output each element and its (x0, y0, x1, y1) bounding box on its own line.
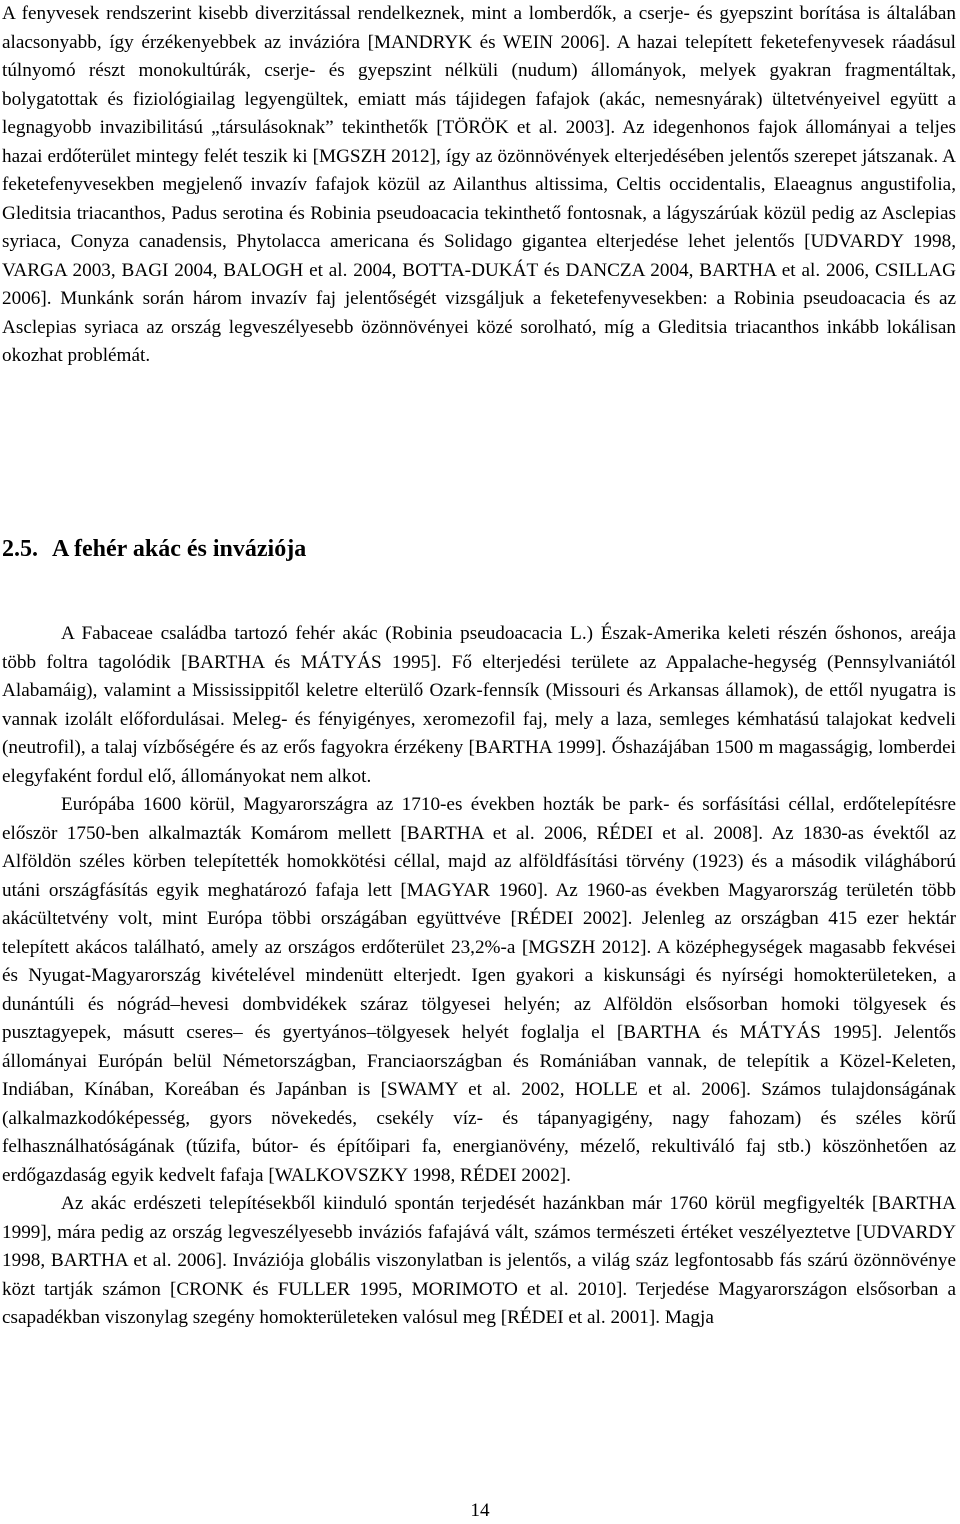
intro-paragraph: A fenyvesek rendszerint kisebb diverzitással rendelkeznek, mint a lomberdők, a cserje- és gyepszint borítása is általában alacsonyabb, így érzékenyebbek az invázióra [MANDRYK és WEIN 2006]. A hazai telepített feketefenyvesek ráadásul túlnyomó részt monokultúrák, cserje- és gyepszint nélküli (nudum) állományok, melyek gyakran fragmentáltak, bolygatottak és fiziológiailag legyengültek, emiatt más tájidegen fafajok (akác, nemesnyárak) ültetvényeivel együtt a legnagyobb invazibilitású „társulásoknak” tekinthetők [TÖRÖK et al. 2003]. Az idegenhonos fajok állományai a teljes hazai erdőterület mintegy felét teszik ki [MGSZH 2012], így az özönnövények elterjedésében jelentős szerepet játszanak. A feketefenyvesekben megjelenő invazív fafajok közül az Ailanthus altissima, Celtis occidentalis, Elaeagnus angustifolia, Gleditsia triacanthos, Padus serotina és Robinia pseudoacacia tekinthető fontosnak, a lágyszárúak közül pedig az Asclepias syriaca, Conyza canadensis, Phytolacca americana és Solidago gigantea elterjedése lehet jelentős [UDVARDY 1998, VARGA 2003, BAGI 2004, BALOGH et al. 2004, BOTTA-DUKÁT és DANCZA 2004, BARTHA et al. 2006, CSILLAG 2006]. Munkánk során három invazív faj jelentőségét vizsgáljuk a feketefenyvesekben: a Robinia pseudoacacia és az Asclepias syriaca az ország legveszélyesebb özönnövényei közé sorolható, míg a Gleditsia triacanthos inkább lokálisan okozhat problémát. (2, 3, 956, 366)
body-paragraph: Az akác erdészeti telepítésekből kiinduló spontán terjedését hazánkban már 1760 körül megfigyelték [BARTHA 1999], mára pedig az ország legveszélyesebb inváziós fafajává vált, számos természeti értéket veszélyeztetve [UDVARDY 1998, BARTHA et al. 2006]. Inváziója globális viszonylatban is jelentős, a világ száz legfontosabb fás szárú özönnövénye közt tartják számon [CRONK és FULLER 1995, MORIMOTO et al. 2010]. Terjedése Magyarországon elsősorban a csapadékban viszonylag szegény homokterületeken valósul meg [RÉDEI et al. 2001]. Magja (2, 1193, 956, 1328)
body-paragraph: A Fabaceae családba tartozó fehér akác (Robinia pseudoacacia L.) Észak-Amerika keleti részén őshonos, areája több foltra tagolódik [BARTHA és MÁTYÁS 1995]. Fő elterjedési területe az Appalache-hegység (Pennsylvaniától Alabamáig), valamint a Mississippitől keletre elterülő Ozark-fennsík (Missouri és Arkansas államok), de ettől nyugatra is vannak izolált előfordulásai. Meleg- és fényigényes, xeromezofil faj, mely a laza, semleges kémhatású talajokat kedveli (neutrofil), a talaj vízbőségére és az erős fagyokra érzékeny [BARTHA 1999]. Őshazájában 1500 m magasságig, lomberdei elegyfaként fordul elő, állományokat nem alkot. (2, 623, 956, 787)
section-number: 2.5. (2, 536, 38, 562)
intro-text-block (2, 0, 956, 371)
section-body (2, 620, 956, 1333)
page-number: 14 (470, 1500, 490, 1521)
body-paragraph: Európába 1600 körül, Magyarországra az 1710-es években hozták be park- és sorfásítási céllal, erdőtelepítésre először 1750-ben alkalmazták Komárom mellett [BARTHA et al. 2006, RÉDEI et al. 2008]. Az 1830-as évektől az Alföldön széles körben telepítették homokkötési céllal, majd az alföldfásítási törvény (1923) és a második világháború utáni országfásítás egyik meghatározó fafaja lett [MAGYAR 1960]. Az 1960-as években Magyarország területén több akácültetvény volt, mint Európa többi országában együttvéve [RÉDEI 2002]. Jelenleg az országban 415 ezer hektár telepített akácos található, amely az országos erdőterület 23,2%-a [MGSZH 2012]. A középhegységek magasabb fekvései és Nyugat-Magyarország kivételével mindenütt elterjedt. Igen gyakori a kiskunsági és nyírségi homokterületeken, a dunántúli és nógrád–hevesi dombvidékek száraz tölgyesei helyén; az Alföldön elsősorban homoki tölgyesek és pusztagyepek, másutt cseres– és gyertyános–tölgyesek helyét foglalja el [BARTHA és MÁTYÁS 1995]. Jelentős állományai Európán belül Németországban, Franciaországban és Romániában vannak, de telepítik a Közel-Keleten, Indiában, Kínában, Koreában és Japánban is [SWAMY et al. 2002, HOLLE et al. 2006]. Számos tulajdonságának (alkalmazkodóképesség, gyors növekedés, csekély víz- és tápanyagigény, nagy fahozam) és széles körű felhasználhatóságának (tűzifa, bútor- és építőipari fa, energianövény, mézelő, rekultiváló faj stb.) köszönhetően az erdőgazdaság egyik kedvelt fafaja [WALKOVSZKY 1998, RÉDEI 2002]. (2, 794, 956, 1186)
section-title: A fehér akác és inváziója (52, 536, 307, 562)
section-heading (2, 536, 306, 563)
